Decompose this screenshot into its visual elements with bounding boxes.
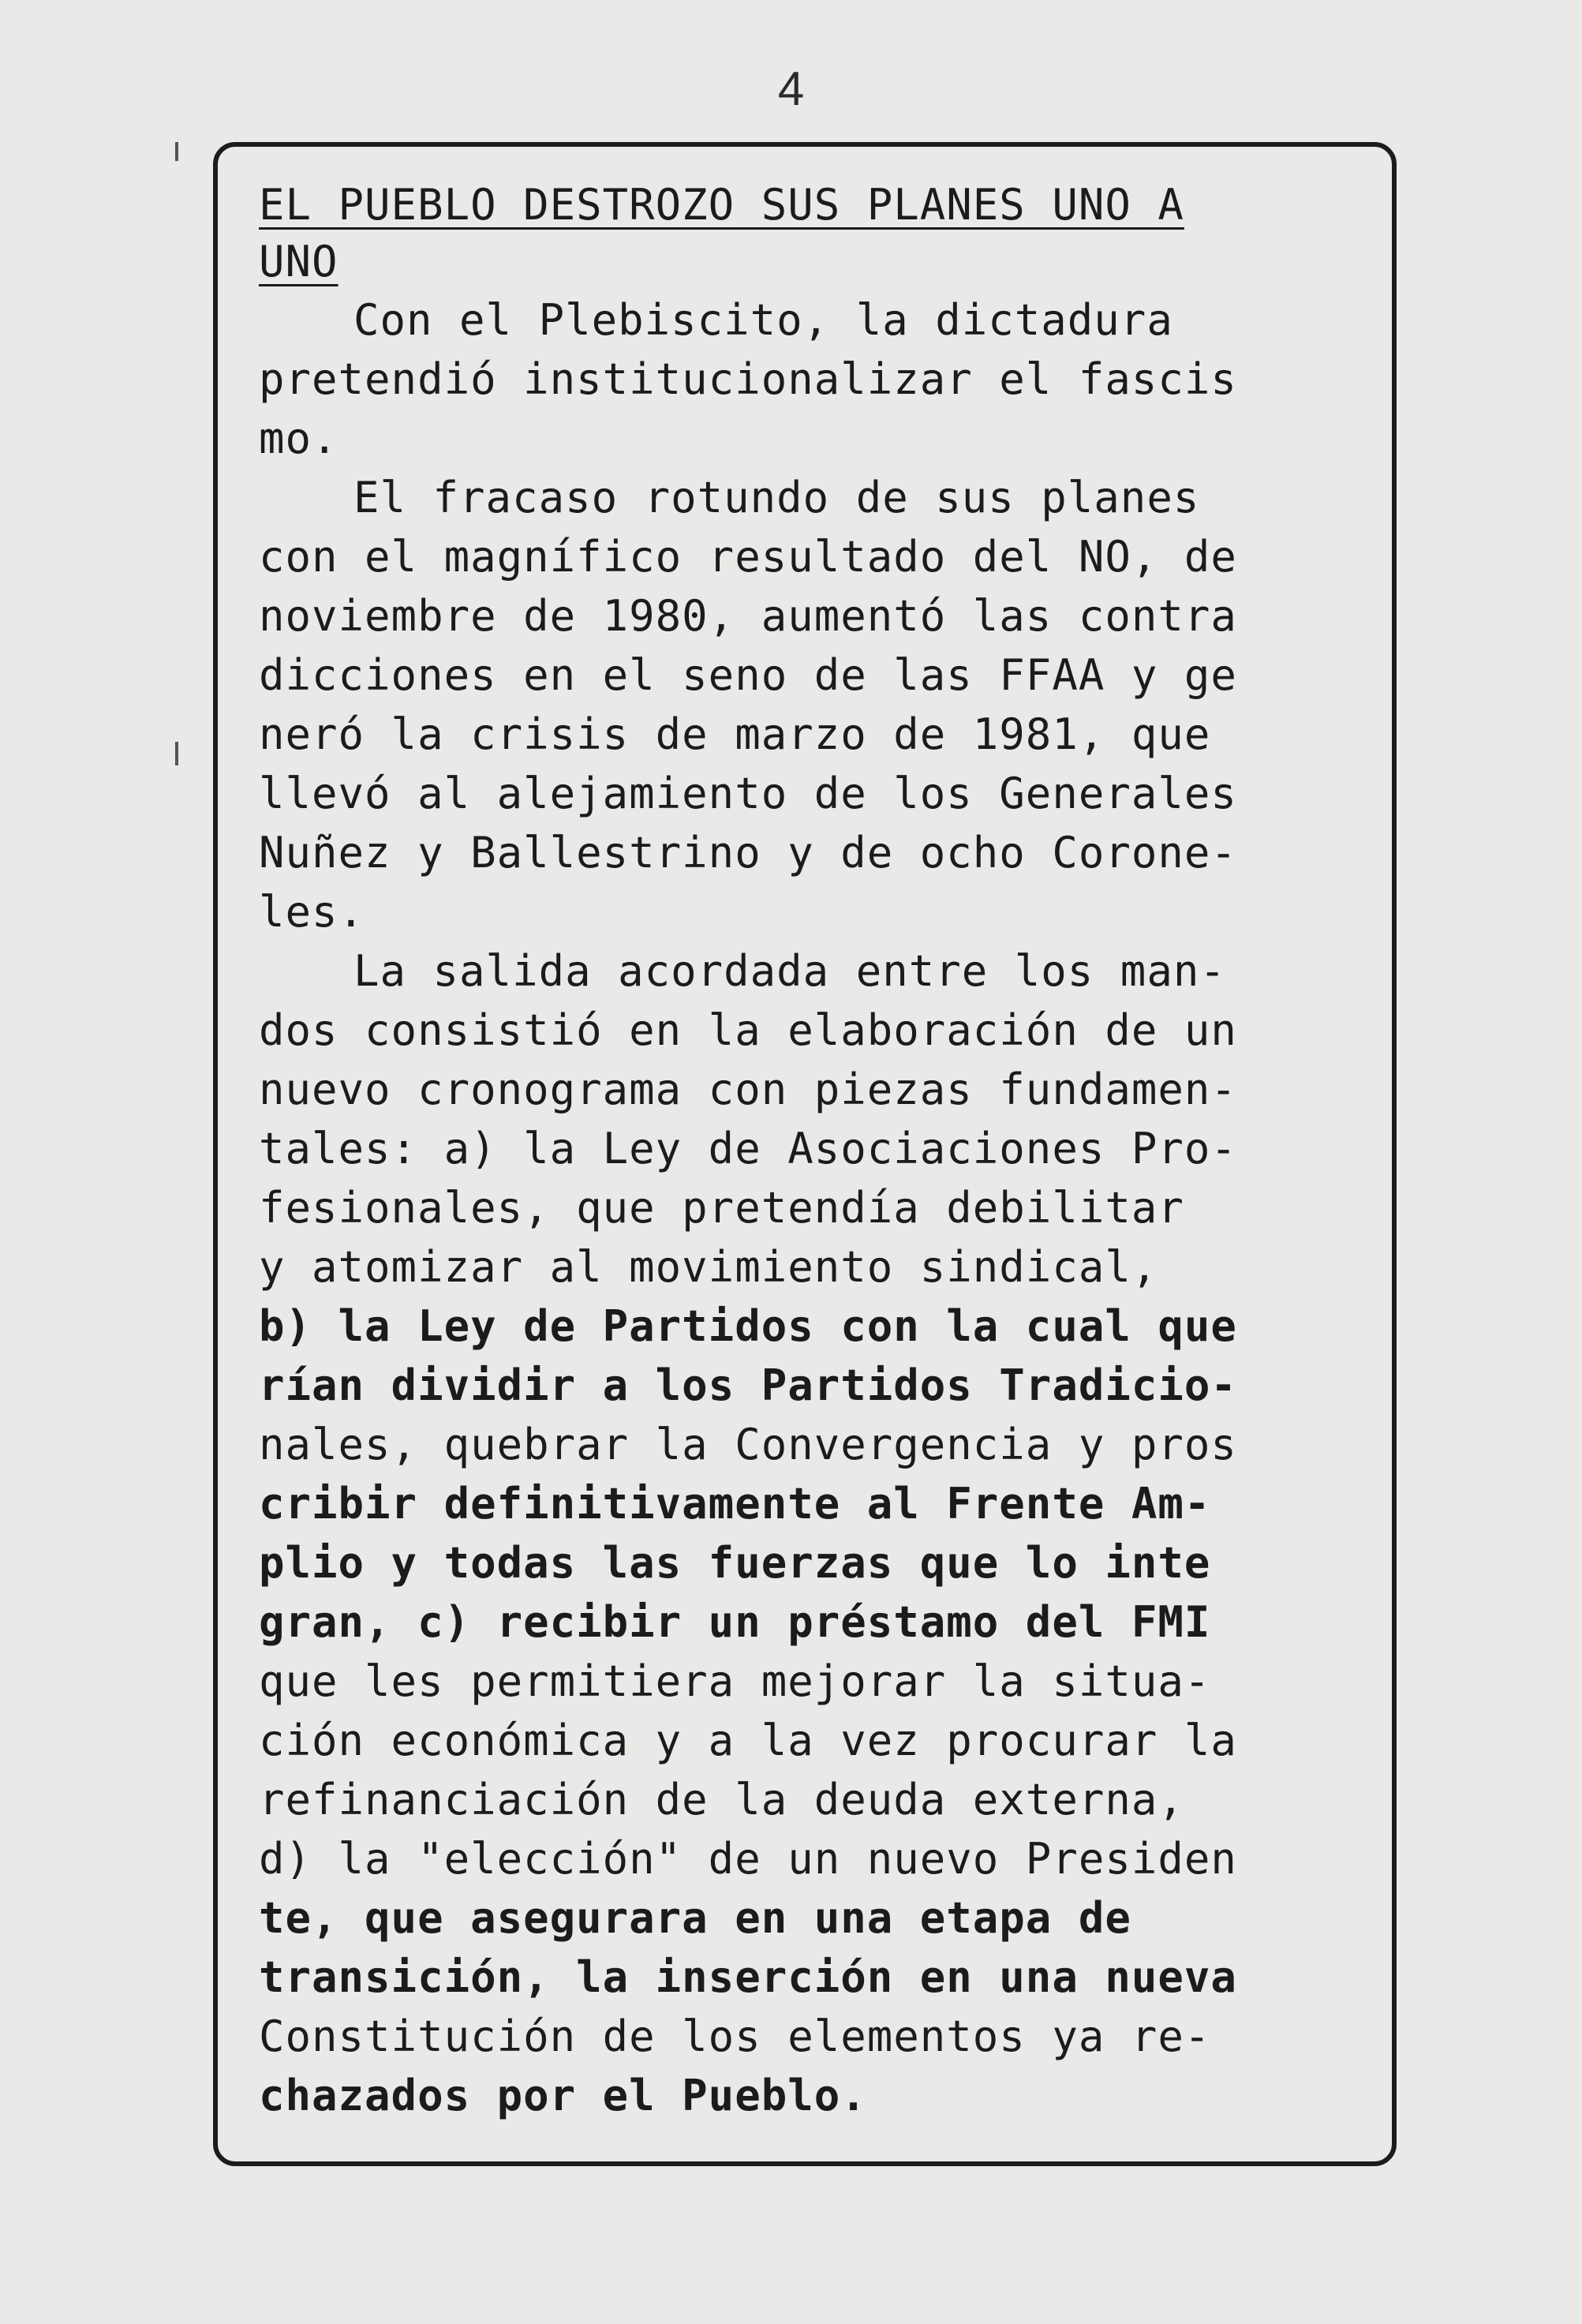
paragraph-salida [259,941,1363,2125]
text-line: rían dividir a los Partidos Tradicio- [259,1360,1237,1410]
text-line: nales, quebrar la Convergencia y pros [259,1420,1237,1469]
paragraph-plebiscito [259,290,1363,468]
text-line: les. [259,887,365,937]
text-frame [213,142,1397,2166]
text-line: nuevo cronograma con piezas fundamen- [259,1065,1237,1114]
text-line: mo. [259,414,338,463]
text-line: llevó al alejamiento de los Generales [259,769,1237,818]
heading-line: UNO [259,237,338,286]
text-line: neró la crisis de marzo de 1981, que [259,709,1211,759]
text-line: plio y todas las fuerzas que lo inte [259,1538,1211,1588]
text-line: pretendió institucionalizar el fascis [259,354,1237,404]
text-line: dos consistió en la elaboración de un [259,1005,1237,1055]
section-heading [259,177,1363,290]
heading-line: EL PUEBLO DESTROZO SUS PLANES UNO A [259,180,1184,230]
text-line: Con el Plebiscito, la dictadura [353,295,1173,345]
paragraph-fracaso [259,468,1363,941]
frame-content [259,177,1363,2125]
text-line: chazados por el Pueblo. [259,2071,867,2120]
text-line: ción económica y a la vez procurar la [259,1716,1237,1765]
text-line: d) la "elección" de un nuevo Presiden [259,1834,1237,1884]
text-line: que les permitiera mejorar la situa- [259,1656,1211,1706]
text-line: transición, la inserción en una nueva [259,1952,1237,2002]
margin-mark [175,742,178,765]
text-line: gran, c) recibir un préstamo del FMI [259,1597,1211,1647]
text-line: noviembre de 1980, aumentó las contra [259,591,1237,641]
text-line: dicciones en el seno de las FFAA y ge [259,650,1237,700]
text-line: con el magnífico resultado del NO, de [259,532,1237,582]
text-line: y atomizar al movimiento sindical, [259,1242,1158,1292]
margin-mark [175,142,178,161]
text-line: Constitución de los elementos ya re- [259,2012,1211,2061]
page-number: 4 [777,62,805,115]
text-line: te, que asegurara en una etapa de [259,1893,1131,1943]
text-line: cribir definitivamente al Frente Am- [259,1479,1211,1529]
text-line: refinanciación de la deuda externa, [259,1775,1184,1824]
text-line: b) la Ley de Partidos con la cual que [259,1301,1237,1351]
text-line: La salida acordada entre los man- [353,946,1226,996]
text-line: fesionales, que pretendía debilitar [259,1183,1184,1233]
text-line: Nuñez y Ballestrino y de ocho Corone- [259,828,1237,878]
text-line: El fracaso rotundo de sus planes [353,473,1200,522]
text-line: tales: a) la Ley de Asociaciones Pro- [259,1124,1237,1173]
